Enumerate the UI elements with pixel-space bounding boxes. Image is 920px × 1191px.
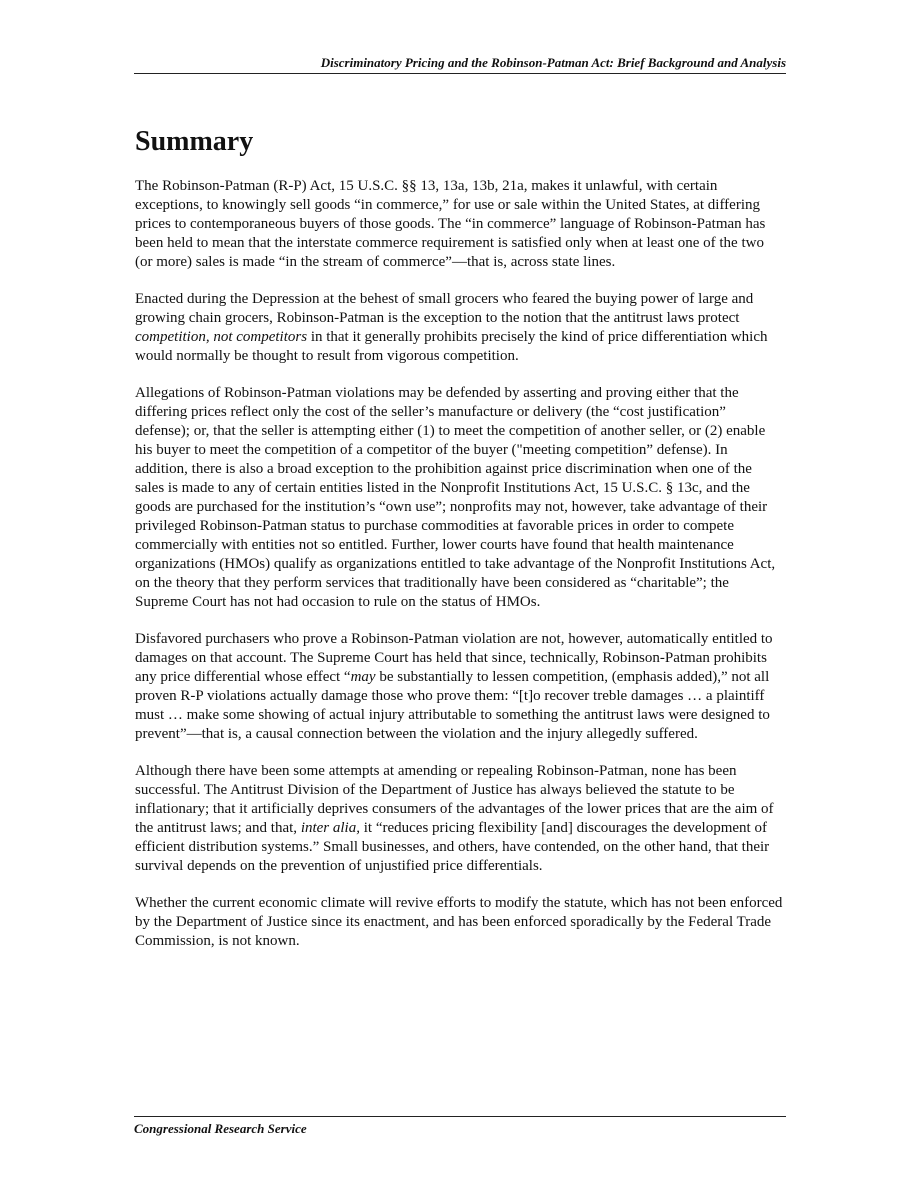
paragraph-amendment-attempts bbox=[135, 762, 783, 876]
paragraph-text: The Robinson-Patman (R-P) Act, 15 U.S.C. §§ 13, 13a, 13b, 21a, makes it unlawful, with certain exceptions, to knowingly sell goods “in commerce,” for use or sale within the United States, at differing prices to contemporaneous buyers of those goods. The “in commerce” language of Robinson-Patman has been held to mean that the interstate commerce requirement is satisfied only when at least one of the two (or more) sales is made “in the stream of commerce”—that is, across state lines. bbox=[135, 178, 766, 270]
running-footer: Congressional Research Service bbox=[134, 1116, 786, 1137]
paragraph-outlook bbox=[135, 894, 783, 951]
emphasis-text: competition, not competitors bbox=[135, 329, 308, 345]
paragraph-text: Although there have been some attempts at amending or repealing Robinson-Patman, none has been successful. The Antitrust Division of the Department of Justice has always believed the statute to be inflationary; that it artificially deprives consumers of the advantages of the lower prices that are the aim of the antitrust laws; and that, bbox=[135, 763, 774, 836]
summary-body bbox=[135, 177, 783, 969]
paragraph-text: Allegations of Robinson-Patman violations may be defended by asserting and proving either that the differing prices reflect only the cost of the seller’s manufacture or delivery (the “cost justification” defense); or, that the seller is attempting either (1) to meet the competition of another seller, or (2) enable his buyer to meet the competition of a competitor of the buyer ("meeting competition” defense). In addition, there is also a broad exception to the prohibition against price discrimination when one of the sales is made to any of certain entities listed in the Nonprofit Institutions Act, 15 U.S.C. § 13c, and the goods are purchased for the institution’s “own use”; nonprofits may not, however, take advantage of their privileged Robinson-Patman status to purchase commodities at favorable prices in order to compete commercially with entities not so entitled. Further, lower courts have found that health maintenance organizations (HMOs) qualify as organizations entitled to take advantage of the Nonprofit Institutions Act, on the theory that they perform services that traditionally have been considered as “charitable”; the Supreme Court has not had occasion to rule on the status of HMOs. bbox=[135, 385, 776, 610]
running-header: Discriminatory Pricing and the Robinson-Patman Act: Brief Background and Analysis bbox=[134, 55, 786, 74]
paragraph-text: Disfavored purchasers who prove a Robinson-Patman violation are not, however, automatically entitled to damages on that account. The Supreme Court has held that since, technically, Robinson-Patman prohibits any price differential whose effect “ bbox=[135, 631, 773, 685]
page-title: Summary bbox=[135, 126, 254, 157]
emphasis-text: inter alia, bbox=[300, 820, 360, 836]
paragraph-text: Enacted during the Depression at the behest of small grocers who feared the buying power of large and growing chain grocers, Robinson-Patman is the exception to the notion that the antitrust laws protect bbox=[135, 291, 754, 326]
paragraph-text: in that it generally prohibits precisely the kind of price differentiation which would normally be thought to result from vigorous competition. bbox=[135, 329, 768, 364]
paragraph-depression-history bbox=[135, 290, 783, 366]
paragraph-defenses bbox=[135, 384, 783, 612]
paragraph-text: it “reduces pricing flexibility [and] discourages the development of efficient distribution systems.” Small businesses, and others, have contended, on the other hand, that their survival depends on the prevention of unjustified price differentials. bbox=[135, 820, 770, 874]
paragraph-text: be substantially to lessen competition, (emphasis added),” not all proven R-P violations actually damage those who prove them: “[t]o recover treble damages … a plaintiff must … make some showing of actual injury attributable to something the antitrust laws were designed to prevent”—that is, a causal connection between the violation and the injury allegedly suffered. bbox=[135, 669, 770, 742]
emphasis-text: may bbox=[350, 669, 376, 685]
paragraph-in-commerce bbox=[135, 177, 783, 272]
paragraph-text: Whether the current economic climate will revive efforts to modify the statute, which has not been enforced by the Department of Justice since its enactment, and has been enforced sporadically by the Federal Trade Commission, is not known. bbox=[135, 895, 783, 949]
paragraph-damages bbox=[135, 630, 783, 744]
